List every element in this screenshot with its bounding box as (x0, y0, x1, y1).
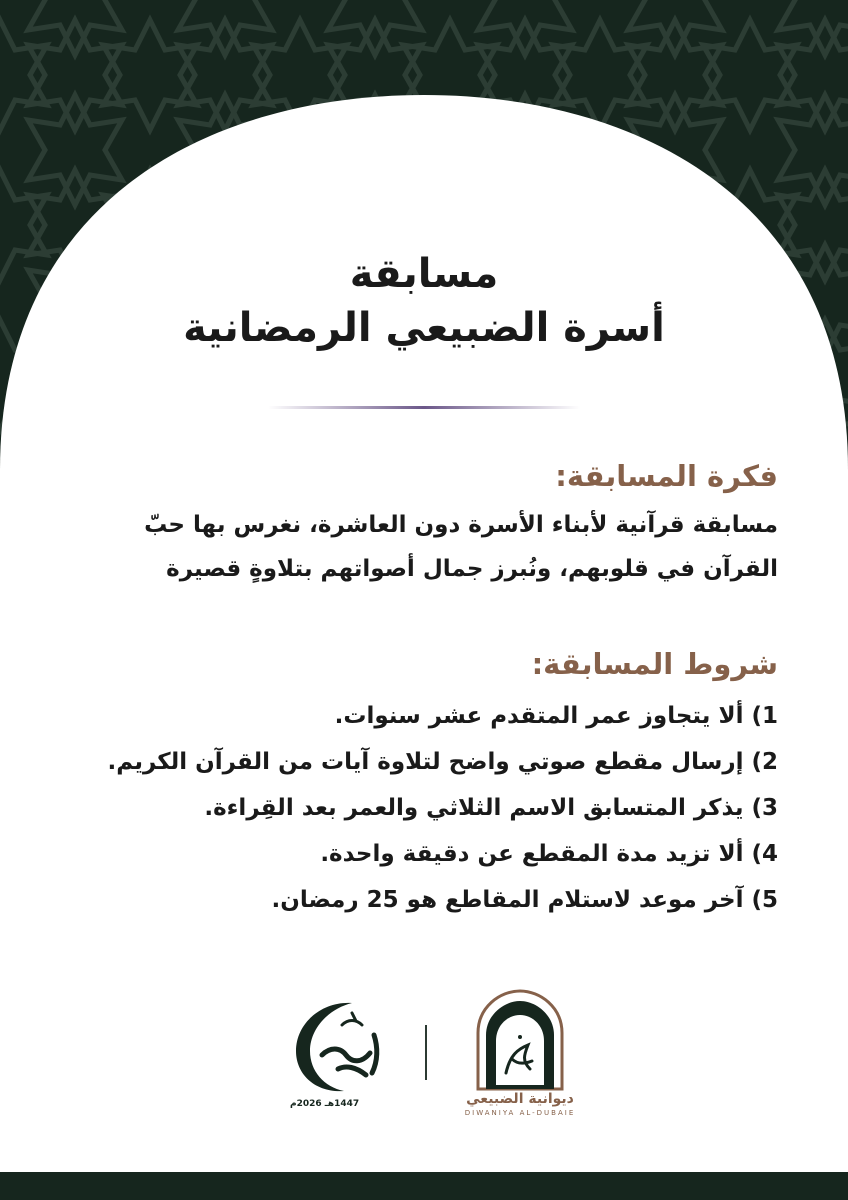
diwaniya-arch-icon (460, 985, 580, 1091)
condition-item: 2) إرسال مقطع صوتي واضح لتلاوة آيات من القرآن الكريم. (107, 749, 778, 775)
idea-line: القرآن في قلوبهم، ونُبرز جمال أصواتهم بتلاوةٍ قصيرة (166, 556, 778, 582)
crescent-calligraphy-icon (282, 995, 400, 1095)
main-content (58, 455, 778, 923)
idea-heading: فكرة المسابقة: (555, 459, 778, 493)
conditions-heading: شروط المسابقة: (531, 647, 778, 681)
logo-separator (425, 1025, 427, 1080)
condition-item: 3) يذكر المتسابق الاسم الثلاثي والعمر بعد القِراءة. (204, 795, 778, 821)
condition-item: 4) ألا تزيد مدة المقطع عن دقيقة واحدة. (320, 841, 778, 867)
conditions-list (58, 693, 778, 923)
condition-item: 1) ألا يتجاوز عمر المتقدم عشر سنوات. (334, 703, 778, 729)
diwaniya-name: ديوانية الضبيعي (466, 1091, 574, 1107)
diwaniya-logo (460, 985, 580, 1117)
page-title-line2: أسرة الضبيعي الرمضانية (183, 305, 665, 351)
title-block (0, 248, 848, 356)
ramadan-year: 1447هـ 2026م (290, 1099, 360, 1109)
idea-line: مسابقة قرآنية لأبناء الأسرة دون العاشرة، نغرس بها حبّ (144, 512, 778, 538)
diwaniya-latin-name: DIWANIYA AL-DUBAIE (464, 1109, 576, 1117)
condition-item: 5) آخر موعد لاستلام المقاطع هو 25 رمضان. (271, 887, 778, 913)
footer-logos (0, 985, 848, 1125)
bottom-strip (0, 1172, 848, 1200)
title-divider (268, 406, 580, 409)
page-title-line1: مسابقة (349, 251, 499, 297)
ramadan-mubarak-logo (282, 995, 400, 1113)
idea-paragraph (58, 503, 778, 591)
